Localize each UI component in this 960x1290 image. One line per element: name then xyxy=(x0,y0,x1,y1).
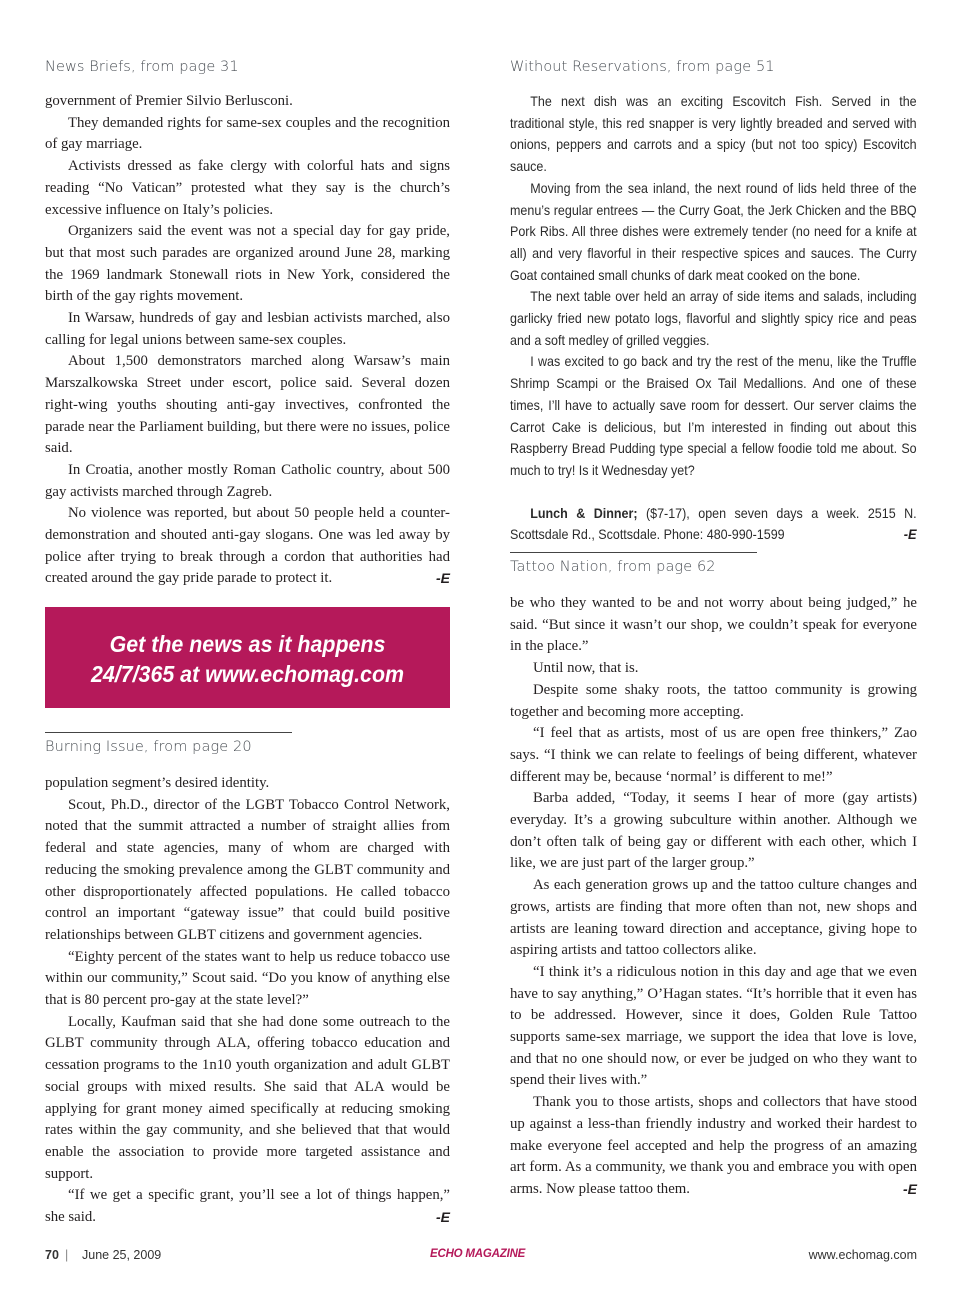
paragraph: In Croatia, another mostly Roman Catholic country, about 500 gay activists marched through Zagreb. xyxy=(45,461,450,500)
promo-line-1: Get the news as it happens xyxy=(109,631,386,657)
promo-banner[interactable] xyxy=(45,607,450,708)
page-number: 70 xyxy=(45,1248,59,1262)
section-header: News Briefs, from page 31 xyxy=(45,59,239,75)
article-body xyxy=(510,91,917,546)
paragraph-text: Thank you to those artists, shops and collectors that have stood up against a less-than friendly industry and worked their hardest to make everyone feel accepted and help the progress of an amazing art form. As a community, we thank you and embrace you with open arms. Now please tattoo them. xyxy=(510,1094,917,1197)
section-header: Without Reservations, from page 51 xyxy=(510,59,775,75)
paragraph-text: No violence was reported, but about 50 people held a counter-demonstration and shouted anti-gay slogans. One was led away by police after trying to break through a cordon that authorities had created around the gay pride parade to protect it. xyxy=(45,505,450,587)
end-mark: -E xyxy=(903,1180,917,1197)
paragraph: be who they wanted to be and not worry about being judged,” he said. “But since it wasn’t our shop, we couldn’t speak for everyone in the place.” xyxy=(510,595,917,655)
section-rule xyxy=(45,732,292,733)
magazine-name: ECHO MAGAZINE xyxy=(430,1248,526,1260)
burning-issue-section xyxy=(45,732,450,1229)
paragraph: “Eighty percent of the states want to help us reduce tobacco use within our community,” Scout said. “Do you know of anything else that is 80 percent pro-gay at the state level?” xyxy=(45,948,450,1009)
page-footer xyxy=(45,1248,917,1266)
paragraph: “I feel that as artists, most of us are open free thinkers,” Zao says. “I think we can relate to feelings of being different, whatever different may be, because ‘normal’ is different to me!” xyxy=(510,725,917,785)
paragraph: They demanded rights for same-sex couples and the recognition of gay marriage. xyxy=(45,114,450,153)
article-body xyxy=(45,773,450,1229)
tattoo-nation-section xyxy=(510,552,917,1201)
footer-separator: | xyxy=(65,1248,69,1262)
paragraph-last xyxy=(510,1092,917,1201)
paragraph: Barba added, “Today, it seems I hear of more (gay artists) everyday. It’s a growing subculture within another. Although we don’t often talk of being gay or different with each other, which I like, we are just part of the larger group.” xyxy=(510,790,917,872)
paragraph: The next dish was an exciting Escovitch Fish. Served in the traditional style, this red snapper is very lightly breaded and served with onions, peppers and carrots and a spicy (but not too spicy) Escovitch sauce. xyxy=(510,94,917,175)
paragraph-text: “If we get a specific grant, you’ll see a lot of things happen,” she said. xyxy=(45,1187,450,1226)
info-label: Lunch & Dinner; xyxy=(530,505,638,521)
paragraph: Locally, Kaufman said that she had done some outreach to the GLBT community through ALA, offering tobacco education and cessation programs to the 1n10 youth organization and adult GLBT social groups with mixed results. She said that ALA would be applying for grant money aimed specifically at reducing smoking rates within the gay community, and she believed that that would enable the association to provide more targeted assistance and support. xyxy=(45,1013,450,1182)
paragraph-last xyxy=(45,1185,450,1228)
end-mark: -E xyxy=(903,526,917,543)
paragraph: Until now, that is. xyxy=(533,660,639,677)
paragraph: About 1,500 demonstrators marched along Warsaw’s main Marszalkowska Street under escort, police said. Several dozen right-wing youths shouting anti-gay invectives, confronted the parade near the Parliament building, but there were no issues, police said. xyxy=(45,353,450,457)
restaurant-info xyxy=(510,503,917,546)
article-body xyxy=(510,593,917,1201)
section-rule xyxy=(510,552,757,553)
section-header: Burning Issue, from page 20 xyxy=(45,739,252,755)
paragraph: Scout, Ph.D., director of the LGBT Tobacco Control Network, noted that the summit attracted a number of straight allies from federal and state agencies, many of whom are charged with reducing the smoking prevalence among the GLBT community and other disproportionately affected populations. He called tobacco control an important “gateway issue” that could build positive relationships between GLBT citizens and government agencies. xyxy=(45,796,450,943)
website-link[interactable]: www.echomag.com xyxy=(808,1248,917,1262)
paragraph: Organizers said the event was not a special day for gay pride, but that most such parades are organized around June 28, marking the 1969 landmark Stonewall riots in New York, considered the birth of the gay rights movement. xyxy=(45,223,450,305)
paragraph: Activists dressed as fake clergy with colorful hats and signs reading “No Vatican” protested what they say is the church’s excessive influence on Italy’s policies. xyxy=(45,158,450,218)
info-text: ($7-17), open seven days a week. 2515 N. Scottsdale Rd., Scottsdale. Phone: 480-990-1599 xyxy=(510,505,917,543)
section-header: Tattoo Nation, from page 62 xyxy=(510,559,716,575)
paragraph: As each generation grows up and the tattoo culture changes and grows, artists are finding that more often than not, new shops and artists are leaning toward direction and acceptance, giving hope to aspiring artists and tattoo collectors alike. xyxy=(510,877,917,959)
news-briefs-section xyxy=(45,57,450,590)
end-mark: -E xyxy=(436,570,450,587)
paragraph: “I think it’s a ridiculous notion in this day and age that we even have to say anything,” O’Hagan states. “It’s horrible that it even has to be addressed. However, since it does, Golden Rule Tattoo supports same-sex marriage, we support the idea that love is love, and that no one should now, or ever be judged on who they want to spend their lives with.” xyxy=(510,963,917,1089)
promo-line-2: 24/7/365 at www.echomag.com xyxy=(90,661,405,687)
paragraph: government of Premier Silvio Berlusconi. xyxy=(45,93,293,109)
paragraph-last xyxy=(45,503,450,590)
paragraph: population segment’s desired identity. xyxy=(45,775,270,791)
paragraph: Despite some shaky roots, the tattoo community is growing together and becoming more accepting. xyxy=(510,681,917,720)
paragraph: In Warsaw, hundreds of gay and lesbian activists marched, also calling for legal unions between same-sex couples. xyxy=(45,310,450,348)
issue-date: June 25, 2009 xyxy=(82,1248,162,1262)
paragraph: The next table over held an array of side items and salads, including garlicky fried new potato logs, flavorful and slightly spicy rice and peas and a soft medley of grilled veggies. xyxy=(510,289,917,348)
paragraph: Moving from the sea inland, the next round of lids held three of the menu’s regular entrees — the Curry Goat, the Jerk Chicken and the BBQ Pork Ribs. All three dishes were extremely tender (no need for a knife at all) and very flavorful in their respective spices and sauces. The Curry Goat contained small chunks of dark meat cooked on the bone. xyxy=(510,180,917,283)
article-body xyxy=(45,91,450,590)
end-mark: -E xyxy=(436,1209,450,1226)
paragraph: I was excited to go back and try the rest of the menu, like the Truffle Shrimp Scampi or the Braised Ox Tail Medallions. And one of these times, I’ll have to actually save room for dessert. Our server claims the Carrot Cake is delicious, but I’m interested in finding out about this Raspberry Bread Pudding type special a fellow foodie told me about. So much to try! Is it Wednesday yet? xyxy=(510,354,917,478)
without-reservations-section xyxy=(510,57,917,546)
